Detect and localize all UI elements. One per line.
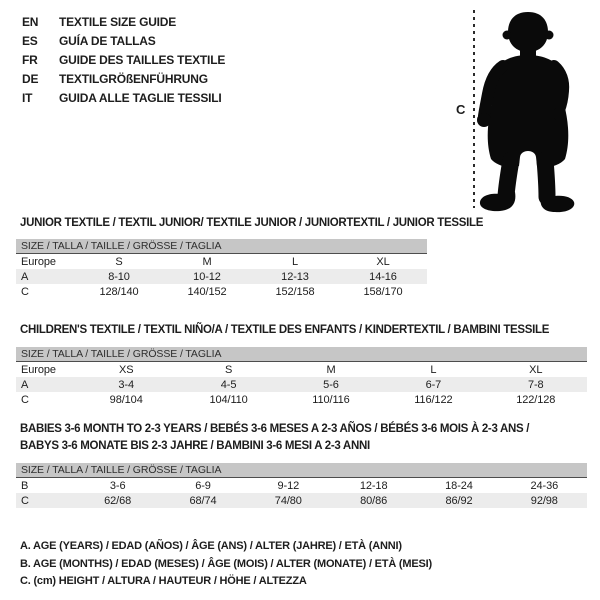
table-row xyxy=(16,392,587,407)
guide-title-de: TEXTILGRÖßENFÜHRUNG xyxy=(59,72,208,86)
size-table-children xyxy=(16,347,587,407)
table-cell: M xyxy=(326,363,336,376)
row-label: A xyxy=(21,378,29,391)
size-header-bar: SIZE / TALLA / TAILLE / GRÖSSE / TAGLIA xyxy=(16,463,587,478)
table-row xyxy=(16,269,427,284)
table-cell: 12-13 xyxy=(281,270,309,283)
table-cell: 3-4 xyxy=(118,378,134,391)
section-title-children: CHILDREN'S TEXTILE / TEXTIL NIÑO/A / TEXTILE DES ENFANTS / KINDERTEXTIL / BAMBINI TESSILE xyxy=(20,324,550,336)
footnote-height-cm: C. (cm) HEIGHT / ALTURA / HAUTEUR / HÖHE / ALTEZZA xyxy=(20,575,307,587)
table-cell: 158/170 xyxy=(363,285,403,298)
children-size-table xyxy=(16,362,587,407)
section-title-babies xyxy=(20,421,529,455)
language-title-list xyxy=(22,13,225,108)
junior-size-table xyxy=(16,254,427,299)
size-table-babies xyxy=(16,463,587,508)
table-cell: 18-24 xyxy=(445,479,473,492)
lang-row-it xyxy=(22,89,225,108)
table-cell: 24-36 xyxy=(530,479,559,492)
lang-row-en xyxy=(22,13,225,32)
table-cell: 8-10 xyxy=(108,270,130,283)
table-row xyxy=(16,362,587,377)
table-cell: 86/92 xyxy=(445,494,473,507)
table-cell: XL xyxy=(376,255,390,268)
guide-title-it: GUIDA ALLE TAGLIE TESSILI xyxy=(59,91,222,105)
table-cell: L xyxy=(430,363,437,376)
table-cell: 152/158 xyxy=(275,285,315,298)
height-measure-line xyxy=(473,10,475,208)
height-label: C xyxy=(456,102,466,117)
row-label: C xyxy=(21,494,29,507)
row-label: A xyxy=(21,270,29,283)
table-cell: 68/74 xyxy=(189,494,217,507)
guide-title-es: GUÍA DE TALLAS xyxy=(59,34,156,48)
table-row xyxy=(16,284,427,299)
table-cell: 10-12 xyxy=(193,270,221,283)
table-row xyxy=(16,377,587,392)
baby-silhouette-icon xyxy=(477,8,581,214)
table-cell: L xyxy=(291,255,299,268)
table-cell: XL xyxy=(529,363,543,376)
table-cell: 4-5 xyxy=(220,378,237,391)
table-cell: 14-16 xyxy=(369,270,397,283)
table-cell: 62/68 xyxy=(104,494,132,507)
size-header-bar: SIZE / TALLA / TAILLE / GRÖSSE / TAGLIA xyxy=(16,347,587,362)
footnote-legend xyxy=(20,538,432,591)
table-row xyxy=(16,478,587,493)
section-title-junior: JUNIOR TEXTILE / TEXTIL JUNIOR/ TEXTILE JUNIOR / JUNIORTEXTIL / JUNIOR TESSILE xyxy=(20,217,484,229)
babies-title-line2: BABYS 3-6 MONATE BIS 2-3 JAHRE / BAMBINI 3-6 MESI A 2-3 ANNI xyxy=(20,440,370,452)
row-label: Europe xyxy=(21,363,56,376)
table-cell: 110/116 xyxy=(312,393,350,406)
lang-code: ES xyxy=(22,34,38,48)
guide-title-fr: GUIDE DES TAILLES TEXTILE xyxy=(59,53,226,67)
table-row xyxy=(16,493,587,508)
table-cell: 104/110 xyxy=(209,393,248,406)
table-row xyxy=(16,254,427,269)
table-cell: 74/80 xyxy=(274,494,302,507)
baby-height-figure xyxy=(450,0,600,220)
table-cell: M xyxy=(202,255,212,268)
table-cell: S xyxy=(224,363,233,376)
table-cell: 98/104 xyxy=(109,393,143,406)
lang-code: IT xyxy=(22,91,33,105)
babies-title-line1: BABIES 3-6 MONTH TO 2-3 YEARS / BEBÉS 3-6 MESES A 2-3 AÑOS / BÉBÉS 3-6 MOIS À 2-3 ANS / xyxy=(20,423,530,435)
table-cell: 5-6 xyxy=(323,378,339,391)
table-cell: 3-6 xyxy=(109,479,126,492)
table-cell: XS xyxy=(118,363,134,376)
footnote-age-months: B. AGE (MONTHS) / EDAD (MESES) / ÂGE (MOIS) / ALTER (MONATE) / ETÀ (MESI) xyxy=(20,557,432,570)
babies-size-table xyxy=(16,478,587,508)
row-label: C xyxy=(21,285,29,298)
table-cell: 6-7 xyxy=(425,378,442,391)
table-cell: S xyxy=(115,255,123,268)
lang-row-fr xyxy=(22,51,225,70)
table-cell: 9-12 xyxy=(277,479,300,492)
size-header-bar: SIZE / TALLA / TAILLE / GRÖSSE / TAGLIA xyxy=(16,239,427,254)
lang-code: EN xyxy=(22,15,39,29)
lang-code: FR xyxy=(22,53,38,67)
table-cell: 140/152 xyxy=(187,285,227,298)
table-cell: 92/98 xyxy=(530,494,558,507)
table-cell: 6-9 xyxy=(195,479,211,492)
table-cell: 128/140 xyxy=(99,285,139,298)
lang-row-de xyxy=(22,70,225,89)
footnote-age-years: A. AGE (YEARS) / EDAD (AÑOS) / ÂGE (ANS) / ALTER (JAHRE) / ETÀ (ANNI) xyxy=(20,540,402,552)
row-label: C xyxy=(21,393,29,406)
table-cell: 122/128 xyxy=(516,393,556,406)
guide-title-en: TEXTILE SIZE GUIDE xyxy=(59,15,177,29)
table-cell: 12-18 xyxy=(359,479,388,492)
table-cell: 116/122 xyxy=(414,393,453,406)
table-cell: 7-8 xyxy=(527,378,544,391)
row-label: Europe xyxy=(21,255,56,268)
lang-code: DE xyxy=(22,72,39,86)
row-label: B xyxy=(21,479,29,492)
table-cell: 80/86 xyxy=(360,494,388,507)
size-table-junior xyxy=(16,239,427,299)
lang-row-es xyxy=(22,32,225,51)
